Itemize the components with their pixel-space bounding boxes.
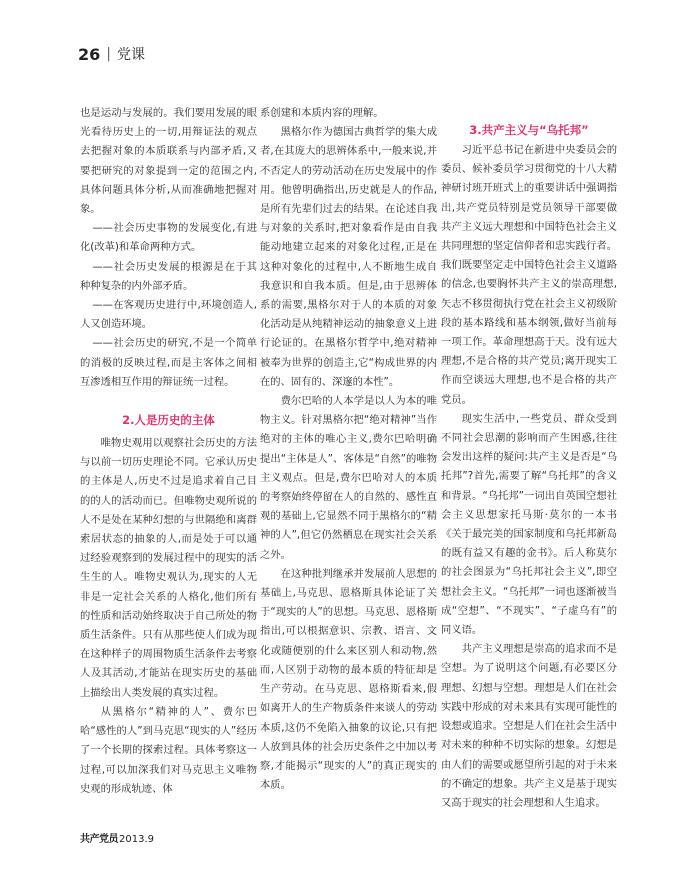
paragraph: 也是运动与发展的。我们要用发展的眼光看待历史上的一切,用辩证法的观点去把握对象的本质联系与内部矛盾,又要把研究的对象提到一定的范围之内,具体问题具体分析,从而准确地把握对象。	[80, 107, 257, 216]
issue-date: 2013.9	[119, 834, 154, 845]
paragraph: 黑格尔作为德国古典哲学的集大成者,在其庞大的思辨体系中,一般来说,并不否定人的劳动活动在历史发展中的作用。他曾明确指出,历史就是人的作品,是所有先辈们过去的结果。在论述自我与对象的关系时,把对象看作是由自我能动地建立起来的对象化过程,正是在这种对象化的过程中,人不断地生成自我意识和自我本质。但是,由于思辨体系的需要,黑格尔对于人的本质的对象化活动是从纯精神运动的抽象意义上进行论证的。在黑格尔哲学中,绝对精神被奉为世界的创造主,它“构成世界的内在的、固有的、深邃的本性”。	[260, 126, 437, 388]
page-footer	[80, 830, 154, 845]
paragraph: ——社会历史事物的发展变化,有进化(改革)和革命两种方式。	[80, 222, 257, 254]
page-header	[78, 44, 145, 64]
paragraph: 唯物史观用以观察社会历史的方法与以前一切历史理论不同。它承认历史的主体是人,历史不过是追求着自己目的的人的活动而已。但唯物史观所说的人不是处在某种幻想的与世隔绝和离群索居状态的抽象的人,而是处于可以通过经验观察到的发展过程中的现实的活生生的人。唯物史观认为,现实的人无非是一定社会关系的人格化,他们所有的性质和活动始终取决于自己所处的物质生活条件。只有从那些使人们成为现在这种样子的周围物质生活条件去考察人及其活动,才能站在现实历史的基础上描绘出人类发展的真实过程。	[80, 437, 257, 699]
paragraph: ——社会历史发展的根源是在于其种种复杂的内外部矛盾。	[80, 260, 257, 292]
section-heading: 2.人是历史的主体	[122, 413, 215, 428]
paragraph: 在这种批判继承并发展前人思想的基础上,马克思、恩格斯具体论证了关于“现实的人”的思想。马克思、恩格斯指出,可以根据意识、宗教、语言、文化或随便别的什么来区别人和动物,然而,人区别于动物的最本质的特征却是生产劳动。在马克思、恩格斯看来,假如离开人的生产物质条件来谈人的劳动本质,这仍不免陷入抽象的议论,只有把人放到具体的社会历史条件之中加以考察,才能揭示“现实的人”的真正现实的本质。	[260, 567, 437, 792]
column-2	[260, 104, 437, 795]
paragraph: 系创建和本质内容的理解。	[260, 107, 384, 119]
paragraph: 费尔巴哈的人本学是以人为本的唯物主义。针对黑格尔把“绝对精神”当作绝对的主体的唯心主义,费尔巴哈明确提出“主体是人”、客体是“自然”的唯物主义观点。但是,费尔巴哈对人的本质的考察始终停留在人的自然的、感性直观的基础上,它显然不同于黑格尔的“精神的人”,但它仍然栖息在现实社会关系之外。	[260, 395, 437, 561]
section-heading: 3.共产主义与“乌托邦”	[469, 123, 589, 137]
column-3	[441, 104, 617, 813]
paragraph: 习近平总书记在新进中央委员会的委员、候补委员学习贯彻党的十八大精神研讨班开班式上的重要讲话中强调指出,共产党员特别是党员领导干部要做共产主义远大理想和中国特色社会主义共同理想的坚定信仰者和忠实践行者。我们既要坚定走中国特色社会主义道路的信念,也要胸怀共产主义的崇高理想,矢志不移贯彻执行党在社会主义初级阶段的基本路线和基本纲领,做好当前每一项工作。革命理想高于天。没有远大理想,不是合格的共产党员;离开现实工作而空谈远大理想,也不是合格的共产党员。	[441, 144, 617, 406]
paragraph: ——社会历史的研究,不是一个简单的消极的反映过程,而是主客体之间相互渗透相互作用的辩证统一过程。	[80, 337, 257, 388]
magazine-masthead: 共产党员	[80, 834, 118, 845]
paragraph: 现实生活中,一些党员、群众受到不同社会思潮的影响而产生困惑,往往会发出这样的疑问:共产主义是否是“乌托邦”?首先,需要了解“乌托邦”的含义和背景。“乌托邦”一词出自英国空想社会主义思想家托马斯·莫尔的一本书《关于最完美的国家制度和乌托邦新岛的既有益又有趣的金书》。后人称莫尔的社会图景为“乌托邦社会主义”,即空想社会主义。“乌托邦”一词也逐渐被当成“空想”、“不现实”、“子虚乌有”的同义语。	[441, 412, 617, 637]
header-separator: |	[106, 46, 111, 62]
column-1	[80, 104, 257, 799]
paragraph: 共产主义理想是崇高的追求而不是空想。为了说明这个问题,有必要区分理想、幻想与空想。理想是人们在社会实践中形成的对未来具有实现可能性的设想或追求。空想是人们在社会生活中对未来的种种不切实际的想象。幻想是由人们的需要或愿望所引起的对于未来的不确定的想象。共产主义是基于现实又高于现实的社会理想和人生追求。	[441, 643, 617, 809]
section-name: 党课	[116, 47, 145, 63]
page-number: 26	[78, 44, 101, 64]
paragraph: 从黑格尔“精神的人”、费尔巴哈“感性的人”到马克思“现实的人”经历了一个长期的探索过程。具体考察这一过程,可以加深我们对马克思主义唯物史观的形成轨迹、体	[80, 705, 257, 795]
paragraph: ——在客观历史进行中,环境创造人,人又创造环境。	[80, 299, 257, 331]
